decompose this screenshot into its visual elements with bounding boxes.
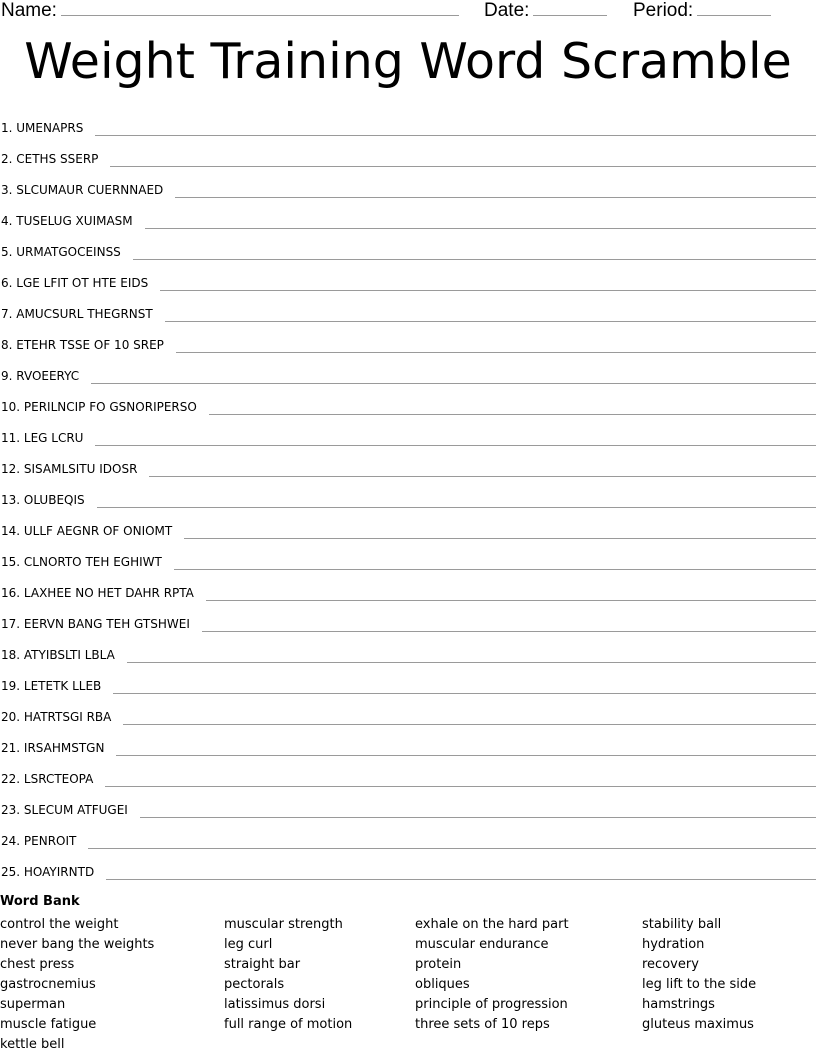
answer-line[interactable] bbox=[184, 522, 816, 539]
answer-line[interactable] bbox=[116, 739, 816, 756]
name-field[interactable] bbox=[1, 0, 459, 22]
question-row bbox=[0, 763, 816, 794]
question-row bbox=[0, 546, 816, 577]
question-row bbox=[0, 670, 816, 701]
question-row bbox=[0, 732, 816, 763]
scrambled-word: 8. ETEHR TSSE OF 10 SREP bbox=[1, 337, 164, 352]
question-row bbox=[0, 174, 816, 205]
answer-line[interactable] bbox=[145, 212, 816, 229]
word-bank-item: stability ball bbox=[642, 917, 722, 932]
word-bank-item: muscle fatigue bbox=[0, 1017, 97, 1032]
scrambled-word: 3. SLCUMAUR CUERNNAED bbox=[1, 182, 164, 197]
scrambled-word: 18. ATYIBSLTI LBLA bbox=[1, 647, 115, 662]
word-bank-item: protein bbox=[415, 957, 462, 972]
question-row bbox=[0, 360, 816, 391]
answer-line[interactable] bbox=[176, 336, 816, 353]
word-bank-column-3 bbox=[415, 915, 569, 1035]
word-bank-column-4 bbox=[642, 915, 756, 1035]
answer-line[interactable] bbox=[149, 460, 816, 477]
word-bank-item: control the weight bbox=[0, 917, 119, 932]
question-row bbox=[0, 856, 816, 887]
question-row bbox=[0, 608, 816, 639]
name-label: Name: bbox=[1, 0, 57, 21]
word-bank-item: never bang the weights bbox=[0, 937, 155, 952]
word-bank-item: hydration bbox=[642, 937, 705, 952]
question-row bbox=[0, 515, 816, 546]
question-list bbox=[0, 112, 816, 887]
word-bank-item: full range of motion bbox=[224, 1017, 353, 1032]
scrambled-word: 22. LSRCTEOPA bbox=[1, 771, 94, 786]
date-field[interactable] bbox=[484, 0, 607, 22]
question-row bbox=[0, 298, 816, 329]
scrambled-word: 10. PERILNCIP FO GSNORIPERSO bbox=[1, 399, 197, 414]
word-bank-column-1 bbox=[0, 915, 154, 1055]
period-line[interactable] bbox=[697, 0, 771, 16]
date-label: Date: bbox=[484, 0, 530, 21]
word-bank-item: gluteus maximus bbox=[642, 1017, 754, 1032]
name-line[interactable] bbox=[61, 0, 459, 16]
question-row bbox=[0, 422, 816, 453]
scrambled-word: 5. URMATGOCEINSS bbox=[1, 244, 121, 259]
scrambled-word: 4. TUSELUG XUIMASM bbox=[1, 213, 133, 228]
scrambled-word: 7. AMUCSURL THEGRNST bbox=[1, 306, 153, 321]
answer-line[interactable] bbox=[206, 584, 816, 601]
word-bank-item: hamstrings bbox=[642, 997, 715, 1012]
page-title: Weight Training Word Scramble bbox=[24, 33, 792, 90]
scrambled-word: 15. CLNORTO TEH EGHIWT bbox=[1, 554, 162, 569]
question-row bbox=[0, 701, 816, 732]
question-row bbox=[0, 639, 816, 670]
word-bank-item: recovery bbox=[642, 957, 699, 972]
word-bank-item: muscular endurance bbox=[415, 937, 549, 952]
answer-line[interactable] bbox=[160, 274, 816, 291]
answer-line[interactable] bbox=[202, 615, 816, 632]
answer-line[interactable] bbox=[113, 677, 816, 694]
question-row bbox=[0, 236, 816, 267]
word-bank-item: superman bbox=[0, 997, 66, 1012]
answer-line[interactable] bbox=[174, 553, 816, 570]
word-bank-item: gastrocnemius bbox=[0, 977, 96, 992]
answer-line[interactable] bbox=[95, 119, 816, 136]
scrambled-word: 14. ULLF AEGNR OF ONIOMT bbox=[1, 523, 173, 538]
question-row bbox=[0, 267, 816, 298]
word-bank-item: three sets of 10 reps bbox=[415, 1017, 550, 1032]
answer-line[interactable] bbox=[140, 801, 816, 818]
answer-line[interactable] bbox=[133, 243, 816, 260]
answer-line[interactable] bbox=[110, 150, 816, 167]
question-row bbox=[0, 143, 816, 174]
answer-line[interactable] bbox=[175, 181, 816, 198]
answer-line[interactable] bbox=[106, 863, 816, 880]
question-row bbox=[0, 112, 816, 143]
word-bank-column-2 bbox=[224, 915, 352, 1035]
scrambled-word: 2. CETHS SSERP bbox=[1, 151, 99, 166]
question-row bbox=[0, 329, 816, 360]
question-row bbox=[0, 794, 816, 825]
question-row bbox=[0, 484, 816, 515]
word-bank-item: leg lift to the side bbox=[642, 977, 757, 992]
word-bank-item: latissimus dorsi bbox=[224, 997, 326, 1012]
date-line[interactable] bbox=[533, 0, 607, 16]
word-bank-item: kettle bell bbox=[0, 1037, 65, 1052]
answer-line[interactable] bbox=[95, 429, 816, 446]
answer-line[interactable] bbox=[123, 708, 816, 725]
answer-line[interactable] bbox=[105, 770, 816, 787]
answer-line[interactable] bbox=[97, 491, 816, 508]
answer-line[interactable] bbox=[165, 305, 816, 322]
answer-line[interactable] bbox=[127, 646, 816, 663]
word-bank-item: obliques bbox=[415, 977, 470, 992]
answer-line[interactable] bbox=[88, 832, 816, 849]
answer-line[interactable] bbox=[209, 398, 816, 415]
period-label: Period: bbox=[633, 0, 694, 21]
scrambled-word: 16. LAXHEE NO HET DAHR RPTA bbox=[1, 585, 194, 600]
scrambled-word: 1. UMENAPRS bbox=[1, 120, 84, 135]
scrambled-word: 17. EERVN BANG TEH GTSHWEI bbox=[1, 616, 190, 631]
scrambled-word: 23. SLECUM ATFUGEI bbox=[1, 802, 128, 817]
scrambled-word: 13. OLUBEQIS bbox=[1, 492, 85, 507]
scrambled-word: 9. RVOEERYC bbox=[1, 368, 80, 383]
word-bank-title: Word Bank bbox=[0, 894, 80, 909]
period-field[interactable] bbox=[633, 0, 771, 22]
question-row bbox=[0, 453, 816, 484]
question-row bbox=[0, 577, 816, 608]
question-row bbox=[0, 205, 816, 236]
answer-line[interactable] bbox=[91, 367, 816, 384]
word-bank-item: chest press bbox=[0, 957, 75, 972]
scrambled-word: 20. HATRTSGI RBA bbox=[1, 709, 112, 724]
worksheet-header bbox=[0, 0, 816, 24]
question-row bbox=[0, 391, 816, 422]
scrambled-word: 11. LEG LCRU bbox=[1, 430, 84, 445]
question-row bbox=[0, 825, 816, 856]
word-bank-item: exhale on the hard part bbox=[415, 917, 569, 932]
scrambled-word: 21. IRSAHMSTGN bbox=[1, 740, 105, 755]
word-bank-item: muscular strength bbox=[224, 917, 343, 932]
word-bank-item: leg curl bbox=[224, 937, 273, 952]
word-bank-item: straight bar bbox=[224, 957, 301, 972]
scrambled-word: 19. LETETK LLEB bbox=[1, 678, 102, 693]
scrambled-word: 25. HOAYIRNTD bbox=[1, 864, 95, 879]
word-bank-item: pectorals bbox=[224, 977, 285, 992]
word-bank-item: principle of progression bbox=[415, 997, 568, 1012]
scrambled-word: 24. PENROIT bbox=[1, 833, 77, 848]
scrambled-word: 12. SISAMLSITU IDOSR bbox=[1, 461, 138, 476]
scrambled-word: 6. LGE LFIT OT HTE EIDS bbox=[1, 275, 149, 290]
